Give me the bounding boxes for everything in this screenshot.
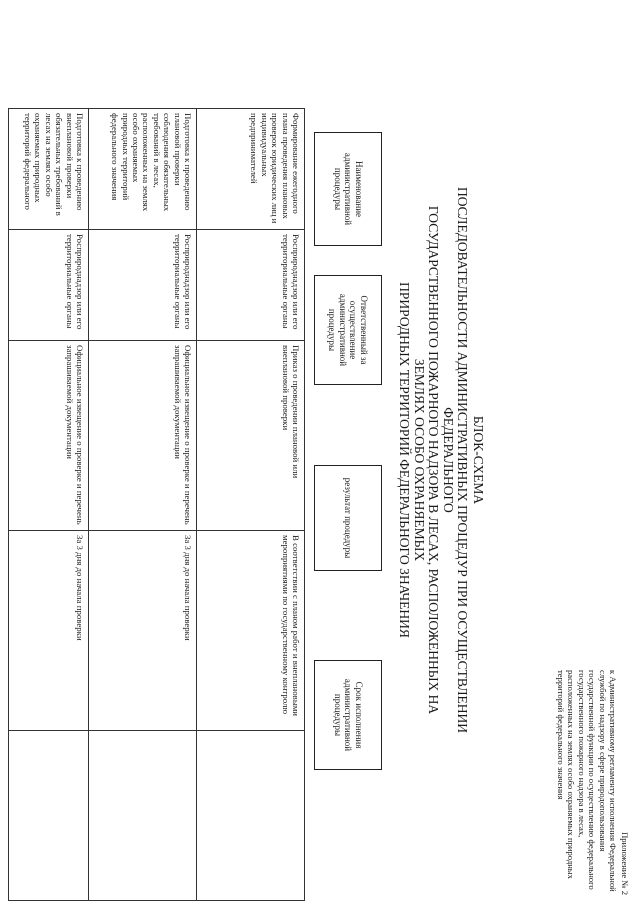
row-responsible-cell: Росприроднадзор или его территориальные органы <box>89 230 197 341</box>
appendix-number: Приложение № 2 <box>620 832 630 895</box>
table-row <box>9 109 89 901</box>
row-name-cell: Формирование ежегодного плана проведения плановых проверок юридических лиц и индивидуальных предпринимателей <box>197 109 305 230</box>
row-empty-cell <box>197 731 305 901</box>
header-name-label: Наименование административной процедуры <box>332 152 364 226</box>
row-term-cell: За 3 дня до начала проверки <box>9 531 89 731</box>
row-result-cell: Официальное извещение о проверке и перечень запрашиваемой документации <box>9 341 89 531</box>
document-title <box>397 180 485 740</box>
row-name-cell: Подготовка к проведению внеплановой проверки обязательных требований в лесах на землях особо охраняемых природных территорий федерального <box>9 109 89 230</box>
appendix-text: к Административному регламенту исполнения Федеральной службой по надзору в сфере природопользования государственной функции по осуществлению федерального государственного пожарного надзора в лесах, расположенных на землях особо охраняемых природных территорий федерального значения <box>556 670 619 892</box>
row-name-cell: Подготовка к проведению плановой проверки соблюдения обязательных требований в лесах, расположенных на землях особо охраняемых природных территорий федерального значения <box>89 109 197 230</box>
header-result-label: результат процедуры <box>343 477 354 559</box>
header-term-label: Срок исполнения административной процедуры <box>332 678 364 752</box>
header-responsible-label: Ответственный за осуществление административной процедуры <box>327 293 369 367</box>
row-term-cell: В соответствии с планом работ и внеплановыми мероприятиями по государственному контролю <box>197 531 305 731</box>
procedures-table <box>8 108 305 901</box>
title-line-2: ГОСУДАРСТВЕННОГО ПОЖАРНОГО НАДЗОРА В ЛЕСАХ, РАСПОЛОЖЕННЫХ НА ЗЕМЛЯХ ОСОБО ОХРАНЯЕМЫХ <box>412 205 442 715</box>
header-box-result <box>314 465 382 571</box>
title-heading: БЛОК-СХЕМА <box>471 415 486 505</box>
appendix-block <box>556 670 631 895</box>
title-line-1: ПОСЛЕДОВАТЕЛЬНОСТИ АДМИНИСТРАТИВНЫХ ПРОЦЕДУР ПРИ ОСУЩЕСТВЛЕНИИ ФЕДЕРАЛЬНОГО <box>441 186 471 734</box>
title-line-3: ПРИРОДНЫХ ТЕРРИТОРИЙ ФЕДЕРАЛЬНОГО ЗНАЧЕНИЯ <box>397 282 413 638</box>
table-row <box>197 109 305 901</box>
row-result-cell: Официальное извещение о проверке и перечень запрашиваемой документации <box>89 341 197 531</box>
row-empty-cell <box>89 731 197 901</box>
row-empty-cell <box>9 731 89 901</box>
row-responsible-cell: Росприроднадзор или его территориальные органы <box>197 230 305 341</box>
table-row <box>89 109 197 901</box>
header-box-name <box>314 132 382 246</box>
row-result-cell: Приказ о проведении плановой или внеплановой проверки <box>197 341 305 531</box>
header-box-term <box>314 660 382 770</box>
row-responsible-cell: Росприроднадзор или его территориальные органы <box>9 230 89 341</box>
header-box-responsible <box>314 275 382 385</box>
row-term-cell: За 3 дня до начала проверки <box>89 531 197 731</box>
